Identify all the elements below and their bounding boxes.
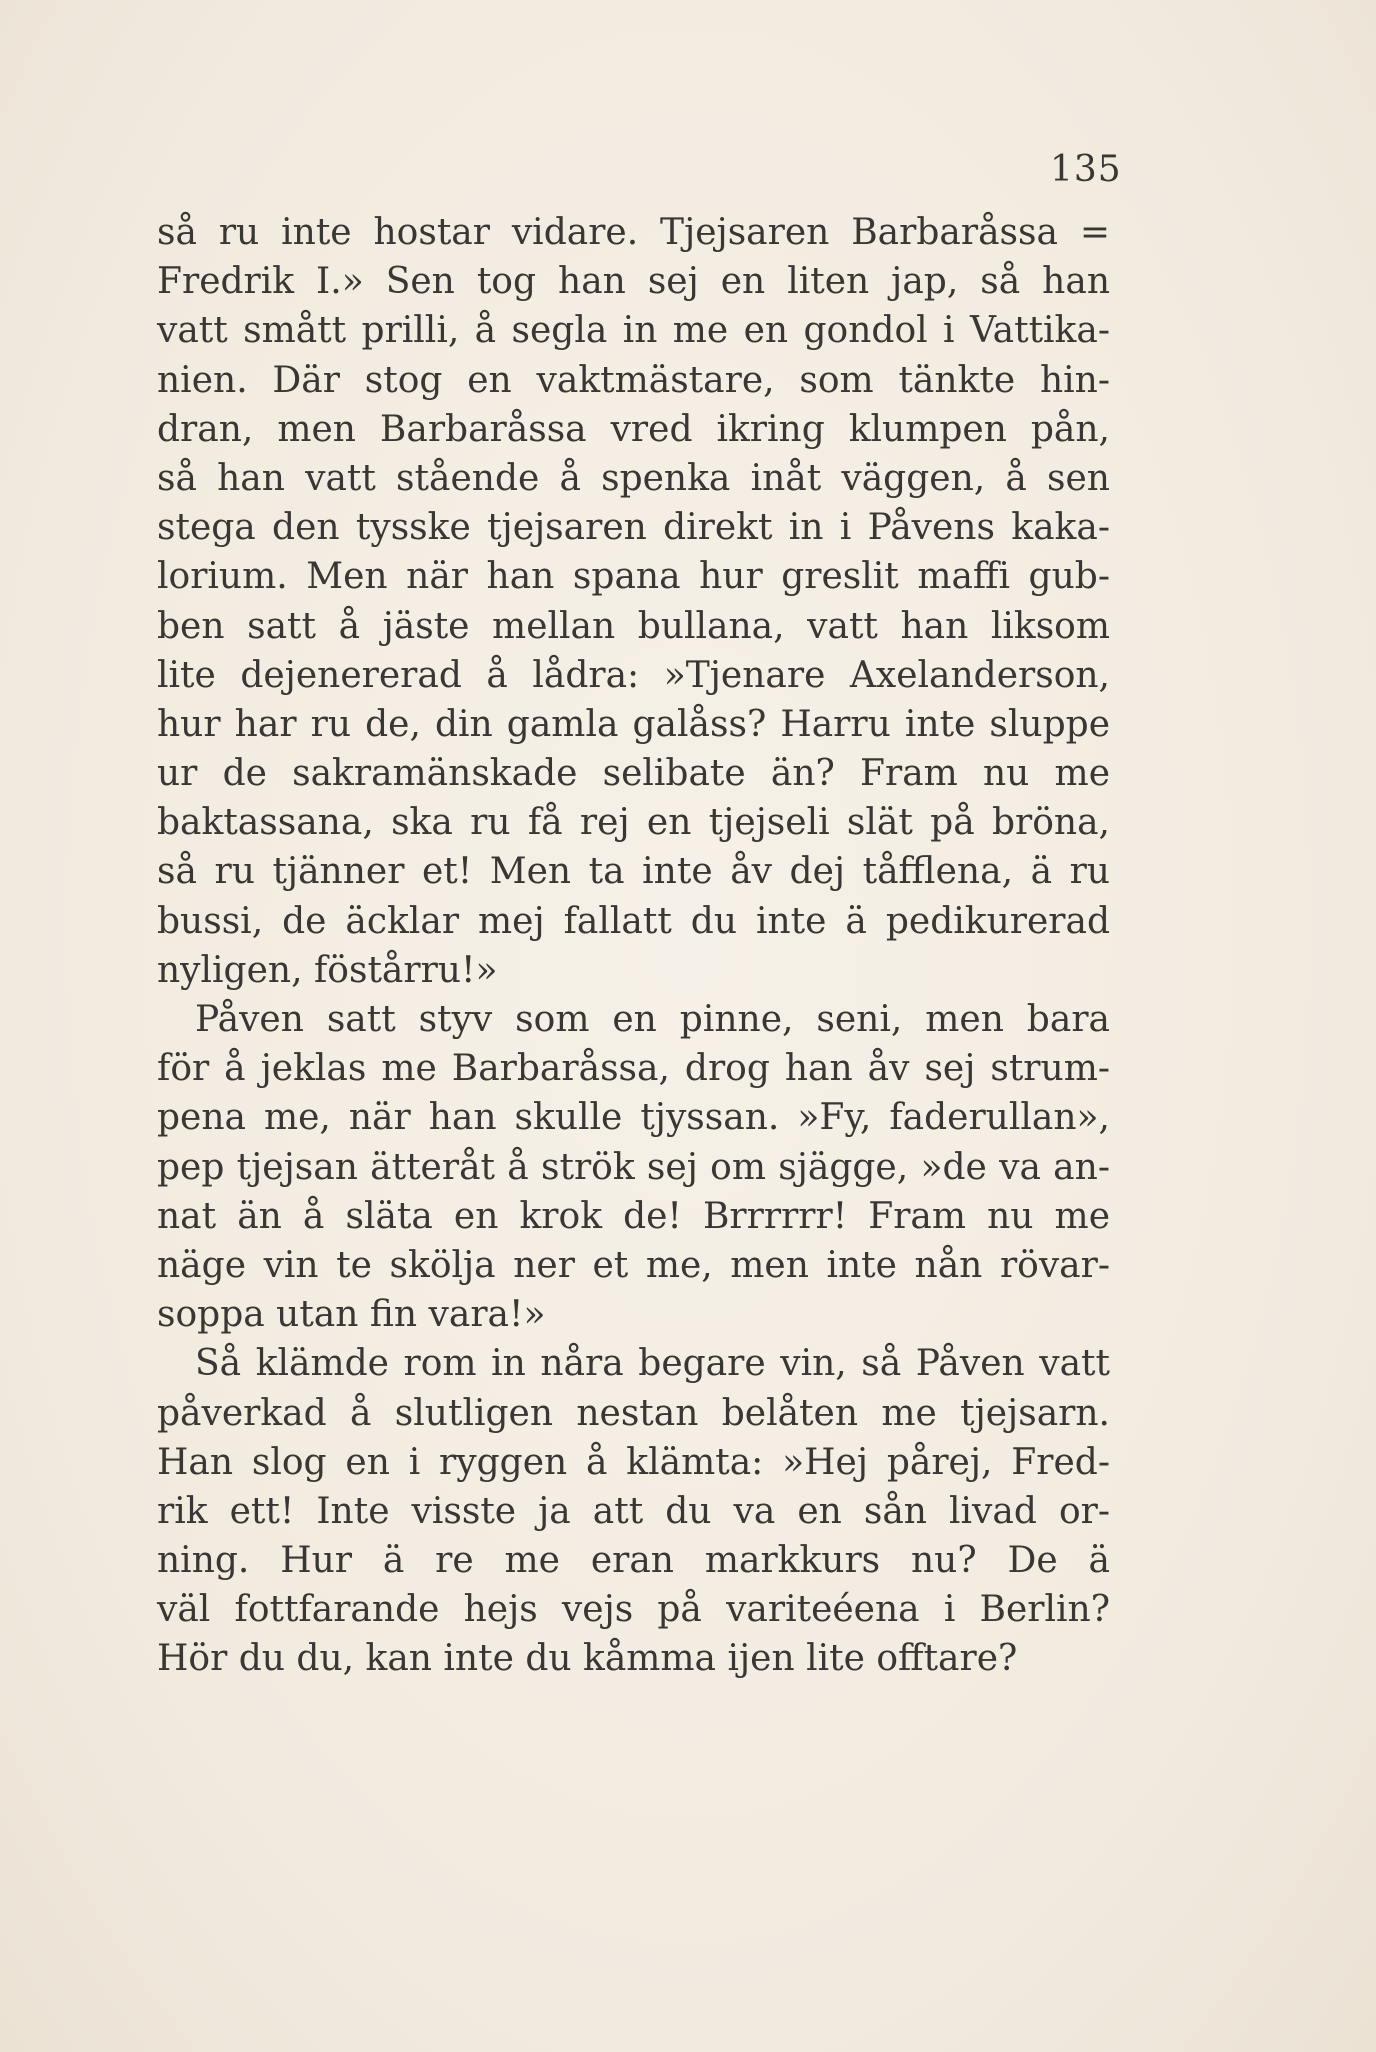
text-line: lorium. Men när han spana hur greslit maffi gub- [157,556,1110,598]
text-line: så han vatt stående å spenka inåt väggen, å sen [157,457,1110,499]
text-line: bussi, de äcklar mej fallatt du inte ä pedikurerad [157,900,1110,942]
text-line: så ru tjänner et! Men ta inte åv dej tåfflena, ä ru [157,851,1110,893]
text-line: stega den tysske tjejsaren direkt in i Påvens kaka- [157,507,1110,549]
text-line: soppa utan fin vara!» [157,1294,546,1336]
text-line: nat än å släta en krok de! Brrrrrr! Fram nu me [157,1195,1110,1237]
text-line: näge vin te skölja ner et me, men inte nån rövar- [157,1244,1110,1286]
text-line: pena me, när han skulle tjyssan. »Fy, faderullan», [157,1097,1110,1139]
text-line: vatt smått prilli, å segla in me en gondol i Vattika- [157,310,1110,352]
text-line: för å jeklas me Barbaråssa, drog han åv sej strum- [157,1048,1110,1090]
text-line: baktassana, ska ru få rej en tjejseli slät på bröna, [157,802,1110,844]
text-line: Fredrik I.» Sen tog han sej en liten jap, så han [157,261,1110,303]
text-line: dran, men Barbaråssa vred ikring klumpen pån, [157,408,1110,450]
text-line: väl fottfarande hejs vejs på variteéena i Berlin? [157,1589,1110,1631]
text-line: Påven satt styv som en pinne, seni, men bara [195,999,1110,1040]
text-line: ur de sakramänskade selibate än? Fram nu me [157,753,1110,795]
text-line: Han slog en i ryggen å klämta: »Hej pårej, Fred- [157,1441,1110,1483]
text-line: nien. Där stog en vaktmästare, som tänkte hin- [157,359,1110,401]
text-line: hur har ru de, din gamla galåss? Harru inte sluppe [157,703,1110,745]
text-line: pep tjejsan ätteråt å strök sej om sjägge, »de va an- [157,1146,1110,1188]
text-line: ben satt å jäste mellan bullana, vatt han liksom [157,605,1110,647]
text-line: ning. Hur ä re me eran markkurs nu? De ä [157,1540,1110,1582]
text-line: Så klämde rom in nåra begare vin, så Påven vatt [195,1343,1110,1385]
text-line: påverkad å slutligen nestan belåten me tjejsarn. [157,1392,1110,1434]
text-line: rik ett! Inte visste ja att du va en sån livad or- [157,1490,1110,1532]
page-number: 135 [1050,149,1122,190]
body-text [157,208,1110,1684]
text-line: nyligen, föstårru!» [157,949,498,991]
text-line: så ru inte hostar vidare. Tjejsaren Barbaråssa = [157,212,1110,253]
text-line: lite dejenererad å lådra: »Tjenare Axelanderson, [157,654,1110,696]
text-line: Hör du du, kan inte du kåmma ijen lite offtare? [157,1638,1018,1680]
